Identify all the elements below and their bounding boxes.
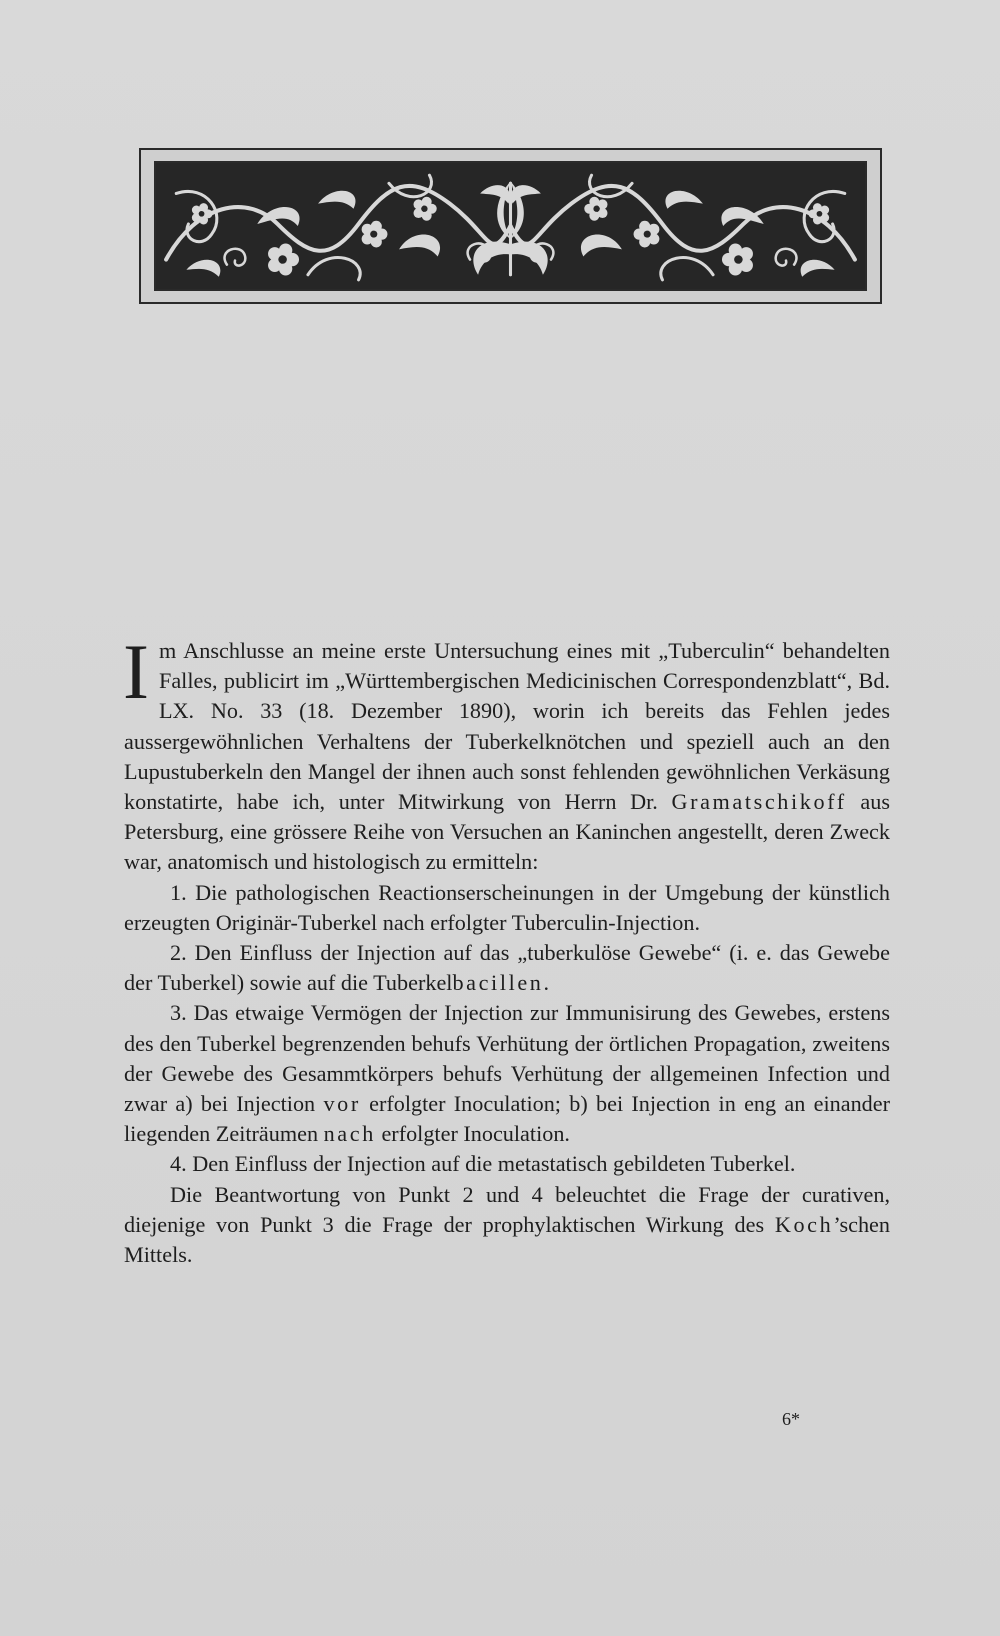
item3-text-2: erfolgter Inoculation; b) bei Injection in eng an einander liegenden Zeiträumen <box>124 1091 890 1147</box>
page-folio: 6* <box>782 1409 800 1429</box>
list-item-3 <box>124 998 890 1149</box>
floral-ornament-image <box>156 163 865 289</box>
item3-vor: vor <box>323 1091 361 1117</box>
item3-text-3: erfolgter Inoculation. <box>375 1121 570 1147</box>
opening-text-1: m Anschlusse an meine erste Untersuchung eines mit „Tuberculin“ behandelten Falles, publicirt im „Württembergischen Medicinischen Correspondenzblatt“, Bd. LX. No. 33 (18. Dezember 1890), worin ich bereits das Fehlen jedes aussergewöhnlichen Verhaltens der Tuberkelknötchen und speziell auch an den Lupustuberkeln den Mangel der ihnen auch sonst fehlenden gewöhnlichen Verkäsung konstatirte, habe ich, unter Mitwirkung von Herrn Dr. <box>124 638 890 815</box>
closing-text-2: ’schen Mittels. <box>124 1211 890 1268</box>
item2-text-2: . <box>543 970 550 996</box>
list-item-2 <box>124 938 890 998</box>
item2-text-1: 2. Den Einfluss der Injection auf das „tuberkulöse Gewebe“ (i. e. das Gewebe der Tuberkel) sowie auf die Tuberkel <box>124 940 890 996</box>
opening-text-2: aus Petersburg, eine grössere Reihe von Versuchen an Kaninchen angestellt, deren Zweck war, anatomisch und histologisch zu ermitteln: <box>124 789 890 875</box>
headpiece-ornament-field <box>154 161 867 291</box>
drop-cap: I <box>123 628 149 715</box>
body-text <box>123 628 890 1270</box>
item3-text-1: 3. Das etwaige Vermögen der Injection zur Immunisirung des Gewebes, erstens des den Tuberkel begrenzenden behufs Verhütung der örtlichen Propagation, zweitens der Gewebe des Gesammtkörpers behufs Verhütung der allgemeinen Infection und zwar a) bei Injection <box>124 1000 890 1117</box>
author-name-spaced: Gramatschikoff <box>671 789 847 815</box>
closing-paragraph <box>124 1180 890 1271</box>
item2-spaced: bacillen <box>452 970 544 996</box>
opening-paragraph <box>123 628 890 878</box>
item3-nach: nach <box>323 1121 376 1147</box>
closing-koch: Koch <box>774 1211 834 1237</box>
list-item-4: 4. Den Einfluss der Injection auf die metastatisch gebildeten Tuberkel. <box>170 1151 796 1177</box>
closing-text-1: Die Beantwortung von Punkt 2 und 4 beleuchtet die Frage der curativen, diejenige von Punkt 3 die Frage der prophylaktischen Wirkung des <box>124 1181 890 1237</box>
list-item-1: 1. Die pathologischen Reactionserscheinungen in der Umgebung der künstlich erzeugten Originär-Tuberkel nach erfolgter Tuberculin-Injection. <box>124 879 890 935</box>
decorative-headpiece <box>139 148 882 304</box>
